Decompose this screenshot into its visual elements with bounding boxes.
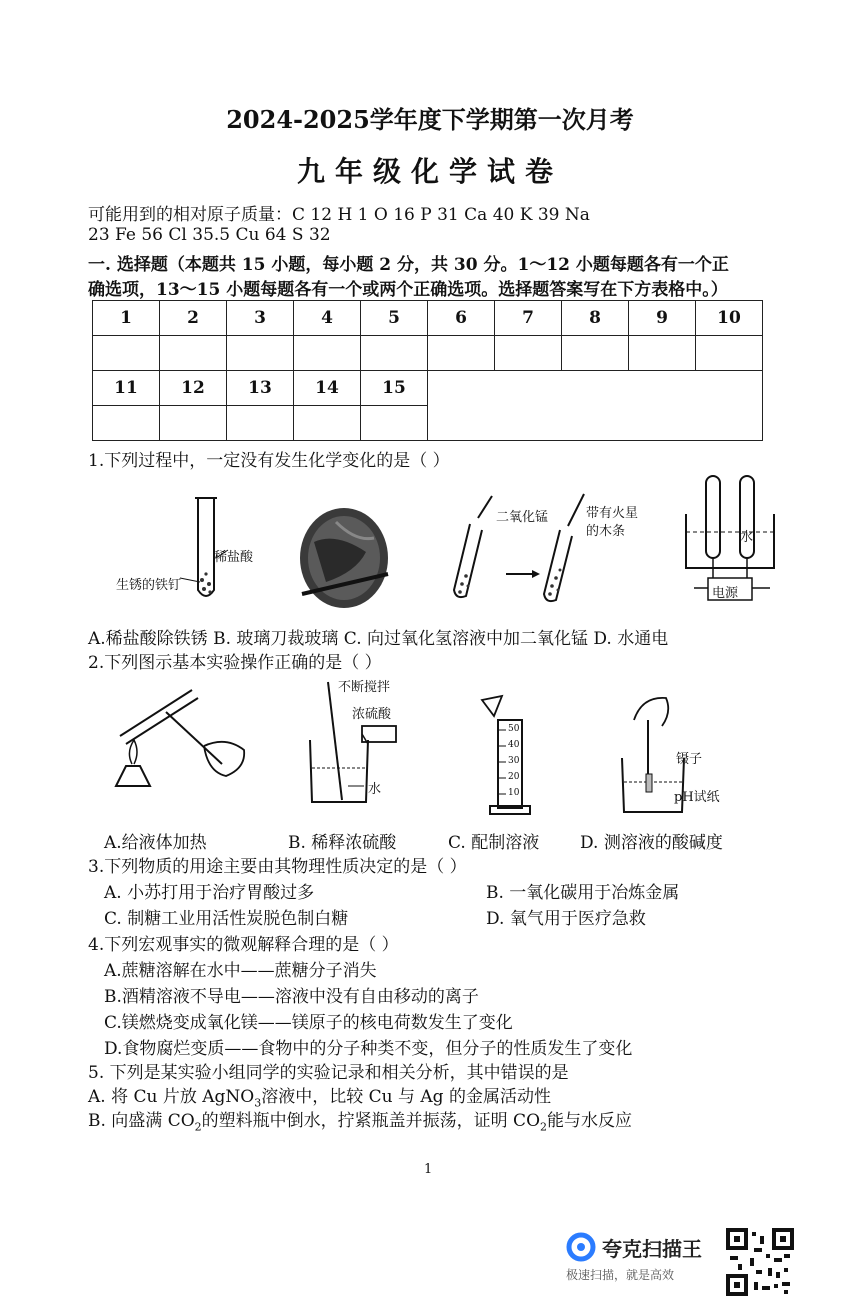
answer-blank[interactable] (562, 336, 629, 371)
q2-stem: 2.下列图示基本实验操作正确的是（ ） (88, 653, 382, 673)
answer-blank[interactable] (294, 336, 361, 371)
q5-option-a: A. 将 Cu 片放 AgNO$_3$溶液中，比较 Cu 与 Ag 的金属活动性 (88, 1087, 551, 1110)
q3-option-a: A. 小苏打用于治疗胃酸过多 (104, 883, 315, 903)
atomic-masses-line2: 23 Fe 56 Cl 35.5 Cu 64 S 32 (88, 225, 331, 245)
tweezers-label: 镊子 (676, 752, 703, 767)
q3-option-c: C. 制糖工业用活性炭脱色制白糖 (104, 909, 349, 929)
answer-blank[interactable] (294, 406, 361, 441)
answer-table-empty-area (428, 371, 763, 441)
electrolysis-water-label: 水 (740, 530, 754, 545)
answer-blank[interactable] (428, 336, 495, 371)
answer-table-cell: 9 (629, 301, 696, 336)
rusty-nail-label: 生锈的铁钉 (116, 578, 182, 593)
watermark-brand: 夸克扫描王 (602, 1236, 702, 1261)
glowing-splint-label: 带有火星 (586, 506, 639, 521)
answer-blank[interactable] (93, 406, 160, 441)
answer-table-cell: 10 (696, 301, 763, 336)
q4-stem: 4.下列宏观事实的微观解释合理的是（ ） (88, 935, 399, 955)
q4-option-c: C.镁燃烧变成氧化镁——镁原子的核电荷数发生了变化 (104, 1013, 513, 1033)
q3-stem: 3.下列物质的用途主要由其物理性质决定的是（ ） (88, 857, 467, 877)
answer-table (92, 300, 763, 441)
q4-option-b: B.酒精溶液不导电——溶液中没有自由移动的离子 (104, 987, 479, 1007)
scanner-watermark (566, 1232, 702, 1283)
answer-table-cell: 15 (361, 371, 428, 406)
answer-blank[interactable] (361, 406, 428, 441)
answer-table-cell: 2 (160, 301, 227, 336)
watermark-slogan: 极速扫描，就是高效 (566, 1268, 675, 1282)
mno2-label: 二氧化锰 (496, 510, 549, 525)
answer-table-cell: 5 (361, 301, 428, 336)
dilute-hcl-label: 稀盐酸 (214, 550, 254, 565)
q2-option-d: D. 测溶液的酸碱度 (580, 833, 723, 853)
diluting-water-label: 水 (368, 782, 382, 797)
cylinder-scale-40: 40 (508, 740, 520, 750)
section1-instruction-1: 一. 选择题（本题共 15 小题，每小题 2 分，共 30 分。1～12 小题每题各有一个正 (88, 255, 729, 275)
answer-table-cell: 13 (227, 371, 294, 406)
answer-table-cell: 11 (93, 371, 160, 406)
exam-title: 2024-2025学年度下学期第一次月考 (226, 105, 634, 134)
cylinder-scale-30: 30 (508, 756, 520, 766)
q5-option-b: B. 向盛满 $CO_2$的塑料瓶中倒水，拧紧瓶盖并振荡，证明 $CO_2$能与水反应 (88, 1111, 633, 1134)
ph-paper-label: pH试纸 (674, 790, 720, 805)
glass-cutting-photo (296, 502, 392, 608)
answer-table-blank-row (93, 336, 763, 371)
q3-option-b: B. 一氧化碳用于冶炼金属 (486, 883, 680, 903)
cylinder-scale-50: 50 (508, 724, 520, 734)
glowing-splint-label-2: 的木条 (586, 524, 626, 539)
graduated-cylinder-figure (474, 690, 554, 820)
answer-table-cell: 3 (227, 301, 294, 336)
answer-blank[interactable] (160, 406, 227, 441)
cylinder-scale-20: 20 (508, 772, 520, 782)
answer-table-cell: 14 (294, 371, 361, 406)
q1-stem: 1.下列过程中，一定没有发生化学变化的是（ ） (88, 451, 450, 471)
conc-acid-label: 浓硫酸 (352, 707, 392, 722)
answer-table-cell: 8 (562, 301, 629, 336)
q3-option-d: D. 氧气用于医疗急救 (486, 909, 646, 929)
power-source-label: 电源 (712, 586, 739, 601)
answer-blank[interactable] (227, 336, 294, 371)
answer-table-cell: 12 (160, 371, 227, 406)
answer-blank[interactable] (93, 336, 160, 371)
q2-option-a: A.给液体加热 (104, 833, 207, 853)
answer-blank[interactable] (160, 336, 227, 371)
answer-table-cell: 4 (294, 301, 361, 336)
q2-option-b: B. 稀释浓硫酸 (288, 833, 397, 853)
q5-stem: 5. 下列是某实验小组同学的实验记录和相关分析，其中错误的是 (88, 1063, 569, 1083)
q1-options: A.稀盐酸除铁锈 B. 玻璃刀裁玻璃 C. 向过氧化氢溶液中加二氧化锰 D. 水通电 (88, 629, 669, 649)
scanner-logo-icon (566, 1232, 596, 1262)
q2-option-c: C. 配制溶液 (448, 833, 540, 853)
answer-blank[interactable] (361, 336, 428, 371)
answer-blank[interactable] (227, 406, 294, 441)
answer-table-cell: 1 (93, 301, 160, 336)
answer-blank[interactable] (495, 336, 562, 371)
answer-blank[interactable] (696, 336, 763, 371)
exam-subtitle: 九年级化学试卷 (296, 155, 563, 188)
answer-table-cell: 6 (428, 301, 495, 336)
stir-label: 不断搅拌 (338, 680, 391, 695)
qr-code-icon (726, 1228, 794, 1296)
answer-table-cell: 7 (495, 301, 562, 336)
atomic-masses-line1: 可能用到的相对原子质量：C 12 H 1 O 16 P 31 Ca 40 K 39 Na (88, 205, 590, 225)
cylinder-scale-10: 10 (508, 788, 520, 798)
page-number: 1 (424, 1162, 433, 1177)
heating-liquid-figure (96, 676, 256, 816)
answer-blank[interactable] (629, 336, 696, 371)
q4-option-a: A.蔗糖溶解在水中——蔗糖分子消失 (104, 961, 377, 981)
answer-table-header-row (93, 371, 763, 406)
q4-option-d: D.食物腐烂变质——食物中的分子种类不变，但分子的性质发生了变化 (104, 1039, 633, 1059)
section1-instruction-2: 确选项，13～15 小题每题各有一个或两个正确选项。选择题答案写在下方表格中。） (88, 280, 728, 300)
answer-table-header-row (93, 301, 763, 336)
